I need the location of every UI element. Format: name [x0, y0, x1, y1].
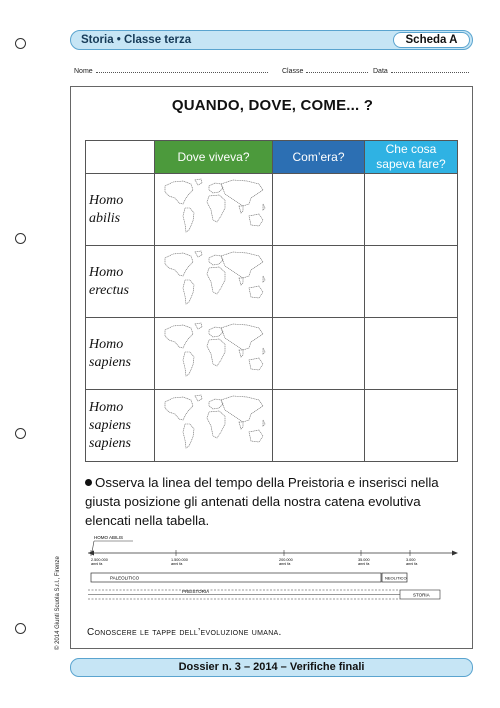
- species-cell: [86, 318, 155, 390]
- column-header-sapeva: Che cosa sapeva fare?: [365, 141, 458, 174]
- species-cell: [86, 174, 155, 246]
- world-map-cell[interactable]: [155, 318, 273, 390]
- tick-unit: anni fa: [406, 562, 418, 566]
- world-map-cell[interactable]: [155, 390, 273, 462]
- timeline-arrow-icon: [452, 551, 458, 556]
- nome-line[interactable]: [96, 66, 268, 73]
- species-name-line: Homo: [89, 264, 124, 280]
- binder-hole: [15, 38, 26, 49]
- tick-value: 1.500.000: [171, 558, 188, 562]
- species-cell: [86, 390, 155, 462]
- species-table: [85, 140, 458, 462]
- worksheet-frame: [70, 86, 473, 649]
- species-name-line: Homo: [89, 192, 124, 208]
- tick-value: 2.500.000: [91, 558, 108, 562]
- instruction-text: [85, 473, 455, 530]
- species-name-line: erectus: [89, 282, 129, 298]
- species-name-line: Homo: [89, 399, 124, 415]
- tick-unit: anni fa: [91, 562, 103, 566]
- storia-label: STORIA: [413, 592, 430, 598]
- world-map-icon: [159, 320, 269, 382]
- classe-field[interactable]: [282, 66, 368, 75]
- tick-unit: anni fa: [358, 562, 370, 566]
- worksheet-title: QUANDO, DOVE, COME... ?: [171, 97, 374, 114]
- binder-hole: [15, 233, 26, 244]
- world-map-icon: [159, 248, 269, 310]
- table-row: [86, 318, 458, 390]
- table-row: [86, 246, 458, 318]
- scheda-badge: Scheda A: [393, 32, 470, 48]
- tick-unit: anni fa: [171, 562, 183, 566]
- subject-label: Storia • Classe terza: [81, 34, 192, 46]
- species-name-line: sapiens: [89, 354, 131, 370]
- paleolitico-label: PALEOLITICO: [110, 575, 140, 581]
- answer-cell-sapeva[interactable]: [365, 390, 458, 462]
- answer-cell-sapeva[interactable]: [365, 318, 458, 390]
- nome-label: Nome: [74, 68, 93, 75]
- timeline-example-label: HOMO ABILIS: [94, 535, 124, 540]
- answer-cell-come[interactable]: [273, 174, 365, 246]
- data-label: Data: [373, 68, 388, 75]
- species-name-line: sapiens: [89, 417, 131, 433]
- species-name-line: abilis: [89, 210, 121, 226]
- instruction-body: Osserva la linea del tempo della Preistoria e inserisci nella giusta posizione gli antenati della nostra catena evolutiva elencati nella tabella.: [85, 475, 439, 528]
- classe-label: Classe: [282, 68, 304, 75]
- answer-cell-come[interactable]: [273, 318, 365, 390]
- table-row: [86, 390, 458, 462]
- binder-hole: [15, 623, 26, 634]
- data-line[interactable]: [391, 66, 469, 73]
- column-header-come: Com’era?: [273, 141, 365, 174]
- tick-unit: anni fa: [279, 562, 291, 566]
- answer-cell-sapeva[interactable]: [365, 174, 458, 246]
- world-map-cell[interactable]: [155, 174, 273, 246]
- table-row: [86, 174, 458, 246]
- nome-field[interactable]: [74, 66, 268, 75]
- answer-cell-come[interactable]: [273, 390, 365, 462]
- learning-objective: Conoscere le tappe dell’evoluzione umana.: [87, 627, 282, 638]
- tick-value: 3.000: [406, 558, 416, 562]
- preistoria-label: PREISTORIA: [182, 589, 210, 594]
- answer-cell-sapeva[interactable]: [365, 246, 458, 318]
- classe-line[interactable]: [306, 66, 368, 73]
- species-name-line: sapiens: [89, 435, 131, 451]
- table-corner-cell: [86, 141, 155, 174]
- data-field[interactable]: [373, 66, 469, 75]
- tick-value: 200.000: [279, 558, 293, 562]
- world-map-icon: [159, 176, 269, 238]
- neolitico-label: NEOLITICO: [385, 575, 407, 581]
- header-band: [70, 30, 473, 50]
- copyright-note: © 2014 Giunti Scuola S.r.l., Firenze: [55, 556, 61, 650]
- answer-cell-come[interactable]: [273, 246, 365, 318]
- species-name-line: Homo: [89, 336, 124, 352]
- footer-band: Dossier n. 3 – 2014 – Verifiche finali: [70, 658, 473, 677]
- column-header-dove: Dove viveva?: [155, 141, 273, 174]
- timeline: [88, 535, 458, 615]
- world-map-icon: [159, 392, 269, 454]
- species-cell: [86, 246, 155, 318]
- tick-value: 35.000: [358, 558, 370, 562]
- world-map-cell[interactable]: [155, 246, 273, 318]
- bullet-icon: [85, 479, 92, 486]
- binder-hole: [15, 428, 26, 439]
